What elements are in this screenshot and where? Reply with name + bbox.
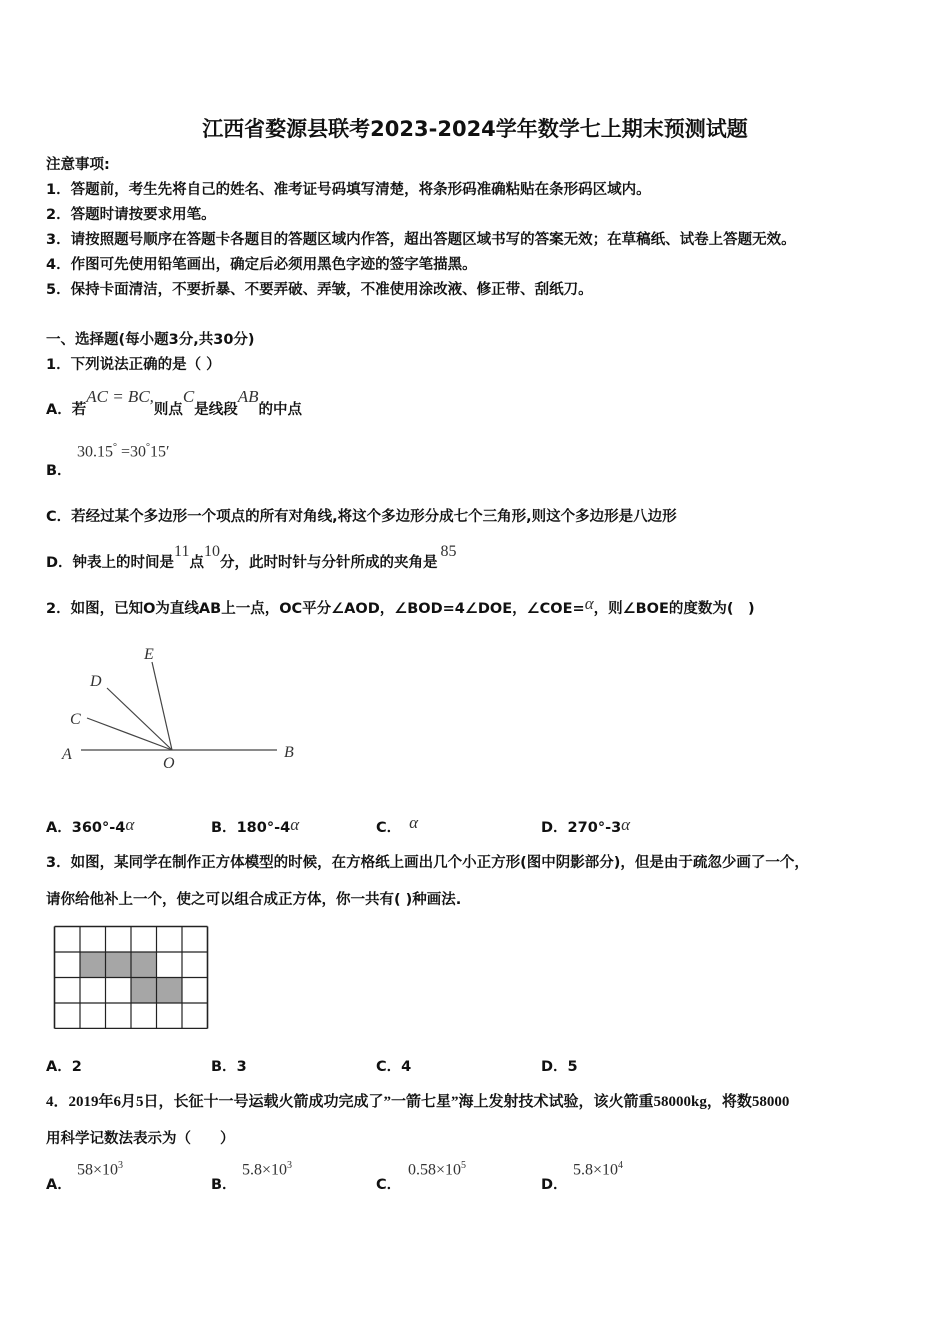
ray-oc [87,718,172,750]
label-o: O [163,755,175,772]
q1-a-math-acbc: AC = BC, [86,387,154,406]
q2-d-alpha: α [621,815,631,834]
notice-item-3: 3．请按照题号顺序在答题卡各题目的答题区域内作答，超出答题区域书写的答案无效；在草稿纸、试卷上答题无效。 [46,232,796,248]
q2-option-d [541,816,630,837]
q4-d-exp: 4 [618,1160,624,1171]
q2-option-b [211,816,299,837]
label-b: B [284,744,294,761]
q2-stem-post: ，则∠BOE的度数为( ) [593,601,755,617]
q2-b-label: B． [211,820,237,836]
q3-d-value: 5 [567,1059,578,1075]
q2-d-text: 270°-3 [567,820,622,836]
q1-stem: 1．下列说法正确的是（ ） [46,357,221,373]
q3-option-a [46,1055,82,1076]
label-c: C [70,711,81,728]
page-title: 江西省婺源县联考2023-2024学年数学七上期末预测试题 [202,117,748,141]
q1-d-hour: 11 [174,543,190,560]
label-d: D [90,673,102,690]
q4-option-c-label: C． [376,1177,402,1193]
q1-b-math-mid: =30 [117,443,147,461]
notice-heading: 注意事项: [46,157,110,173]
label-e: E [144,646,154,663]
q3-grid-figure [53,925,211,1029]
q4-a-exp: 3 [118,1160,124,1171]
q2-c-label: C． [376,820,402,836]
q3-option-b [211,1055,247,1076]
q4-option-a-label: A． [46,1177,72,1193]
q3-a-value: 2 [71,1059,82,1075]
q1-d-minute: 10 [203,543,220,560]
notice-item-1: 1．答题前，考生先将自己的姓名、准考证号码填写清楚，将条形码准确粘贴在条形码区域内。 [46,182,651,198]
q3-c-label: C． [376,1059,402,1075]
q4-option-b-label: B． [211,1177,237,1193]
q1-a-text3: 的中点 [258,402,303,418]
q1-option-b-label: B． [46,463,72,479]
q2-c-alpha: α [409,813,419,832]
q4-d-base: 5.8×10 [573,1161,619,1179]
q2-b-alpha: α [290,815,300,834]
q4-c-exp: 5 [461,1160,467,1171]
shaded-square [131,978,157,1004]
q1-a-text1: 则点 [153,402,183,418]
q1-d-text2: 分，此时时针与分针所成的夹角是 [219,555,438,571]
q4-option-d-math [573,1160,623,1179]
q2-b-text: 180°-4 [236,820,291,836]
q1-option-a [46,386,303,418]
q4-stem-line1: 4．2019年6月5日，长征十一号运载火箭成功完成了”一箭七星”海上发射技术试验，该火箭重58000kg，将数58000 [46,1094,790,1110]
q3-stem-line1: 3．如图，某同学在制作正方体模型的时候，在方格纸上画出几个小正方形(图中阴影部分)，但是由于疏忽少画了一个， [46,855,809,871]
q2-a-text: 360°-4 [71,820,126,836]
q4-b-base: 5.8×10 [242,1161,288,1179]
q1-a-math-c: C [182,387,195,406]
q3-stem-line2: 请你给他补上一个，使之可以组合成正方体，你一共有( )种画法. [46,892,462,908]
q3-option-d [541,1055,578,1076]
ray-oe [152,662,172,750]
q1-a-math-ab: AB [237,387,259,406]
q3-b-value: 3 [236,1059,247,1075]
shaded-square [106,952,132,978]
q2-a-label: A． [46,820,72,836]
q1-d-prefix: D．钟表上的时间是 [46,555,175,571]
q2-stem-pre: 2．如图，已知O为直线AB上一点，OC平分∠AOD，∠BOD=4∠DOE，∠COE= [46,601,585,617]
q1-b-deg2: ° [146,442,151,453]
q2-option-c [376,813,419,837]
q1-b-math-right: 15′ [150,443,170,461]
q2-a-alpha: α [125,815,135,834]
q4-option-a-math [77,1160,123,1179]
q1-a-prefix: A．若 [46,402,87,418]
shaded-square [80,952,106,978]
q1-option-b-math [77,442,170,461]
q2-angle-figure [55,640,305,775]
notice-item-2: 2．答题时请按要求用笔。 [46,207,216,223]
q2-d-label: D． [541,820,568,836]
q3-a-label: A． [46,1059,72,1075]
q4-option-c-math [408,1160,466,1179]
q4-c-base: 0.58×10 [408,1161,462,1179]
q3-b-label: B． [211,1059,237,1075]
q2-stem [46,594,755,618]
shaded-square [157,978,183,1004]
q4-b-exp: 3 [287,1160,293,1171]
q3-option-c [376,1055,411,1076]
q1-d-angle: 85 [440,543,457,560]
q1-a-text2: 是线段 [194,402,238,418]
q4-a-base: 58×10 [77,1161,119,1179]
q1-option-d [46,540,457,571]
q4-stem-line2: 用科学记数法表示为（ ） [46,1131,235,1147]
notice-item-5: 5．保持卡面清洁，不要折暴、不要弄破、弄皱，不准使用涂改液、修正带、刮纸刀。 [46,282,593,298]
q1-d-text1: 点 [189,555,204,571]
q1-b-deg1: ° [113,442,117,453]
q4-option-d-label: D． [541,1177,568,1193]
ray-od [107,688,172,750]
q4-option-b-math [242,1160,292,1179]
q3-d-label: D． [541,1059,568,1075]
q2-stem-alpha: α [584,594,594,613]
section-heading: 一、选择题(每小题3分,共30分) [46,332,255,348]
notice-item-4: 4．作图可先使用铅笔画出，确定后必须用黑色字迹的签字笔描黑。 [46,257,477,273]
q1-b-math-left: 30.15 [77,443,113,461]
shaded-square [131,952,157,978]
label-a: A [62,746,72,763]
q3-c-value: 4 [401,1059,412,1075]
q2-option-a [46,816,134,837]
q1-option-c: C．若经过某个多边形一个项点的所有对角线,将这个多边形分成七个三角形,则这个多边形是八边形 [46,509,677,525]
